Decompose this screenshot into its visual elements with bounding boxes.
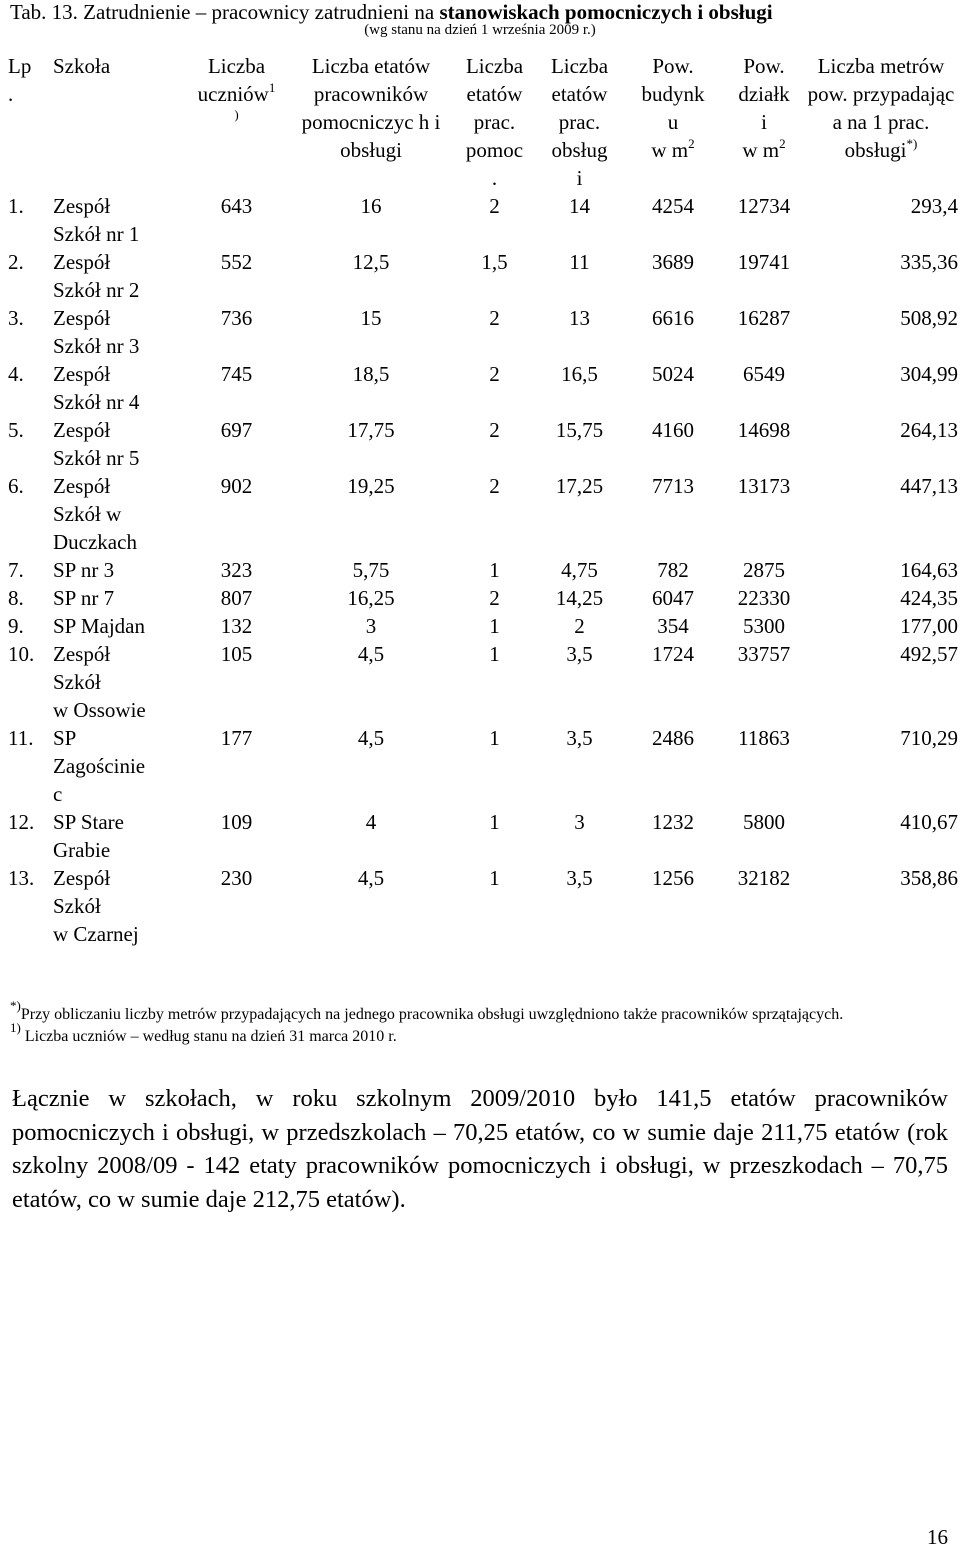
cell-plot-area: 14698 — [737, 418, 791, 442]
cell-aux-fte: 2 — [489, 474, 500, 498]
cell-service-fte: 3,5 — [566, 642, 593, 666]
cell-service-fte: 15,75 — [555, 418, 604, 442]
cell-school: Zespół Szkół nr 3 — [53, 306, 140, 358]
cell-lp: 6. — [8, 474, 24, 498]
cell-plot-area: 5800 — [743, 810, 785, 834]
cell-service-fte: 3,5 — [566, 726, 593, 750]
cell-aux-fte: 1 — [489, 642, 500, 666]
header-lp: Lp . — [8, 54, 32, 106]
cell-plot-area: 16287 — [737, 306, 791, 330]
cell-school: SP nr 7 — [53, 586, 115, 610]
cell-students: 697 — [220, 418, 253, 442]
cell-aux-fte: 2 — [489, 418, 500, 442]
cell-total-fte: 16,25 — [347, 586, 395, 610]
employment-table — [8, 52, 958, 948]
cell-students: 323 — [220, 558, 253, 582]
footnotes — [10, 998, 950, 1048]
footnote-1-text: Przy obliczaniu liczby metrów przypadających na jednego pracownika obsługi uwzględniono także pracowników sprzątających. — [20, 1006, 844, 1023]
table-row — [8, 248, 958, 304]
table-row — [8, 472, 958, 556]
cell-per-worker: 424,35 — [900, 586, 958, 610]
cell-lp: 5. — [8, 418, 24, 442]
table-row — [8, 612, 958, 640]
cell-school: Zespół Szkół w Duczkach — [53, 474, 137, 554]
table-row — [8, 192, 958, 248]
cell-building-area: 6616 — [652, 306, 694, 330]
cell-aux-fte: 1 — [489, 866, 500, 890]
footnote-2-mark: 1) — [10, 1020, 21, 1035]
footnote-1-mark: *) — [10, 998, 21, 1013]
cell-per-worker: 710,29 — [900, 726, 958, 750]
cell-per-worker: 335,36 — [900, 250, 958, 274]
header-building-area-sup: 2 — [688, 136, 695, 151]
header-students-text: Liczba uczniów — [197, 54, 269, 106]
cell-per-worker: 293,4 — [910, 194, 958, 218]
cell-service-fte: 11 — [569, 250, 590, 274]
cell-service-fte: 3 — [574, 810, 585, 834]
header-building-area-text: Pow. budynk u w m — [641, 54, 705, 162]
header-building-area — [622, 52, 724, 192]
cell-lp: 7. — [8, 558, 24, 582]
table-row — [8, 808, 958, 864]
cell-service-fte: 3,5 — [566, 866, 593, 890]
cell-plot-area: 19741 — [737, 250, 791, 274]
cell-total-fte: 18,5 — [352, 362, 390, 386]
cell-plot-area: 5300 — [743, 614, 785, 638]
cell-students: 736 — [220, 306, 253, 330]
cell-plot-area: 22330 — [737, 586, 791, 610]
cell-school: Zespół Szkół w Czarnej — [53, 866, 139, 946]
header-per-worker — [804, 52, 958, 192]
cell-school: Zespół Szkół nr 1 — [53, 194, 140, 246]
cell-total-fte: 15 — [360, 306, 382, 330]
header-plot-area-sup: 2 — [779, 136, 786, 151]
cell-per-worker: 358,86 — [900, 866, 958, 890]
cell-students: 109 — [220, 810, 253, 834]
cell-school: Zespół Szkół w Ossowie — [53, 642, 146, 722]
header-aux-fte: Liczba etatów prac. pomoc . — [465, 54, 524, 190]
cell-students: 132 — [220, 614, 253, 638]
cell-service-fte: 13 — [569, 306, 590, 330]
header-per-worker-sup: *) — [906, 136, 918, 151]
cell-school: SP Zagościnie c — [53, 726, 146, 806]
cell-plot-area: 32182 — [737, 866, 791, 890]
table-body — [8, 192, 958, 948]
table-row — [8, 640, 958, 724]
cell-building-area: 1256 — [652, 866, 694, 890]
table-row — [8, 864, 958, 948]
cell-school: Zespół Szkół nr 5 — [53, 418, 140, 470]
cell-building-area: 6047 — [652, 586, 694, 610]
cell-school: SP nr 3 — [53, 558, 115, 582]
cell-total-fte: 3 — [365, 614, 377, 638]
cell-total-fte: 4 — [365, 810, 377, 834]
cell-building-area: 4254 — [652, 194, 694, 218]
cell-per-worker: 492,57 — [900, 642, 958, 666]
table-title-bold: stanowiskach pomocniczych i obsługi — [439, 0, 773, 24]
cell-students: 902 — [220, 474, 253, 498]
footnote-1 — [10, 998, 950, 1026]
cell-building-area: 1232 — [652, 810, 694, 834]
header-school: Szkoła — [53, 54, 111, 78]
cell-building-area: 354 — [657, 614, 689, 638]
header-students-tail: ) — [234, 107, 239, 122]
cell-students: 745 — [220, 362, 253, 386]
cell-service-fte: 17,25 — [555, 474, 604, 498]
cell-plot-area: 33757 — [737, 642, 791, 666]
header-total-fte: Liczba etatów pracowników pomocniczyc h i obsługi — [301, 54, 441, 162]
footnote-2 — [10, 1020, 950, 1048]
cell-lp: 2. — [8, 250, 24, 274]
cell-building-area: 4160 — [652, 418, 694, 442]
cell-building-area: 7713 — [652, 474, 694, 498]
cell-aux-fte: 2 — [489, 362, 500, 386]
cell-total-fte: 5,75 — [352, 558, 390, 582]
cell-service-fte: 14,25 — [555, 586, 604, 610]
table-subtitle: (wg stanu na dzień 1 września 2009 r.) — [364, 22, 596, 38]
cell-students: 177 — [220, 726, 253, 750]
cell-per-worker: 410,67 — [900, 810, 958, 834]
cell-building-area: 3689 — [652, 250, 694, 274]
cell-per-worker: 508,92 — [900, 306, 958, 330]
cell-school: SP Majdan — [53, 614, 145, 638]
cell-lp: 11. — [8, 726, 34, 750]
footnote-2-text: Liczba uczniów – według stanu na dzień 31 marca 2010 r. — [20, 1028, 397, 1045]
cell-students: 230 — [220, 866, 253, 890]
cell-lp: 8. — [8, 586, 24, 610]
cell-school: Zespół Szkół nr 4 — [53, 362, 140, 414]
cell-plot-area: 12734 — [737, 194, 791, 218]
table-title — [10, 0, 773, 24]
cell-lp: 9. — [8, 614, 24, 638]
cell-per-worker: 447,13 — [900, 474, 958, 498]
cell-aux-fte: 1,5 — [481, 250, 508, 274]
page-number: 16 — [927, 1525, 948, 1549]
table-row — [8, 584, 958, 612]
table-row — [8, 556, 958, 584]
cell-students: 105 — [220, 642, 253, 666]
cell-per-worker: 264,13 — [900, 418, 958, 442]
table-row — [8, 416, 958, 472]
cell-aux-fte: 2 — [489, 586, 500, 610]
cell-aux-fte: 2 — [489, 306, 500, 330]
cell-school: SP Stare Grabie — [53, 810, 124, 862]
cell-aux-fte: 1 — [489, 614, 500, 638]
header-plot-area-text: Pow. działk i w m — [738, 54, 790, 162]
cell-lp: 3. — [8, 306, 24, 330]
cell-per-worker: 164,63 — [900, 558, 958, 582]
cell-service-fte: 16,5 — [561, 362, 598, 386]
cell-plot-area: 13173 — [737, 474, 791, 498]
cell-total-fte: 4,5 — [357, 642, 385, 666]
summary-paragraph: Łącznie w szkołach, w roku szkolnym 2009/2010 było 141,5 etatów pracowników pomocniczych i obsługi, w przedszkolach – 70,25 etatów, co w sumie daje 211,75 etatów (rok szkolny 2008/09 - 142 etaty pracowników pomocniczych i obsługi, w przeszkodach – 70,75 etatów, co w sumie daje 212,75 etatów). — [12, 1085, 948, 1213]
cell-students: 807 — [220, 586, 253, 610]
cell-students: 552 — [220, 250, 253, 274]
cell-total-fte: 4,5 — [357, 726, 385, 750]
cell-lp: 1. — [8, 194, 24, 218]
cell-total-fte: 16 — [360, 194, 382, 218]
cell-per-worker: 304,99 — [900, 362, 958, 386]
cell-lp: 10. — [8, 642, 35, 666]
cell-building-area: 1724 — [652, 642, 694, 666]
cell-per-worker: 177,00 — [900, 614, 958, 638]
cell-lp: 12. — [8, 810, 35, 834]
table-title-prefix: Tab. 13. Zatrudnienie – pracownicy zatrudnieni na — [10, 0, 440, 24]
cell-students: 643 — [220, 194, 253, 218]
cell-aux-fte: 1 — [489, 558, 500, 582]
cell-plot-area: 2875 — [743, 558, 785, 582]
cell-aux-fte: 1 — [489, 726, 500, 750]
header-service-fte: Liczba etatów prac. obsług i — [550, 54, 609, 190]
cell-building-area: 5024 — [652, 362, 694, 386]
cell-building-area: 2486 — [652, 726, 694, 750]
cell-lp: 4. — [8, 362, 24, 386]
header-students — [183, 52, 290, 192]
cell-total-fte: 17,75 — [347, 418, 395, 442]
cell-plot-area: 11863 — [738, 726, 790, 750]
cell-total-fte: 19,25 — [347, 474, 395, 498]
cell-total-fte: 12,5 — [352, 250, 390, 274]
cell-building-area: 782 — [657, 558, 689, 582]
table-row — [8, 724, 958, 808]
header-plot-area — [724, 52, 804, 192]
cell-school: Zespół Szkół nr 2 — [53, 250, 140, 302]
cell-service-fte: 14 — [569, 194, 590, 218]
table-row — [8, 360, 958, 416]
table-row — [8, 304, 958, 360]
cell-aux-fte: 1 — [489, 810, 500, 834]
cell-plot-area: 6549 — [743, 362, 785, 386]
cell-service-fte: 4,75 — [561, 558, 598, 582]
cell-service-fte: 2 — [574, 614, 585, 638]
cell-aux-fte: 2 — [489, 194, 500, 218]
header-row — [8, 52, 958, 192]
cell-total-fte: 4,5 — [357, 866, 385, 890]
cell-lp: 13. — [8, 866, 35, 890]
header-per-worker-text: Liczba metrów pow. przypadając a na 1 prac. obsługi — [807, 54, 955, 162]
header-students-sup: 1 — [268, 80, 276, 95]
